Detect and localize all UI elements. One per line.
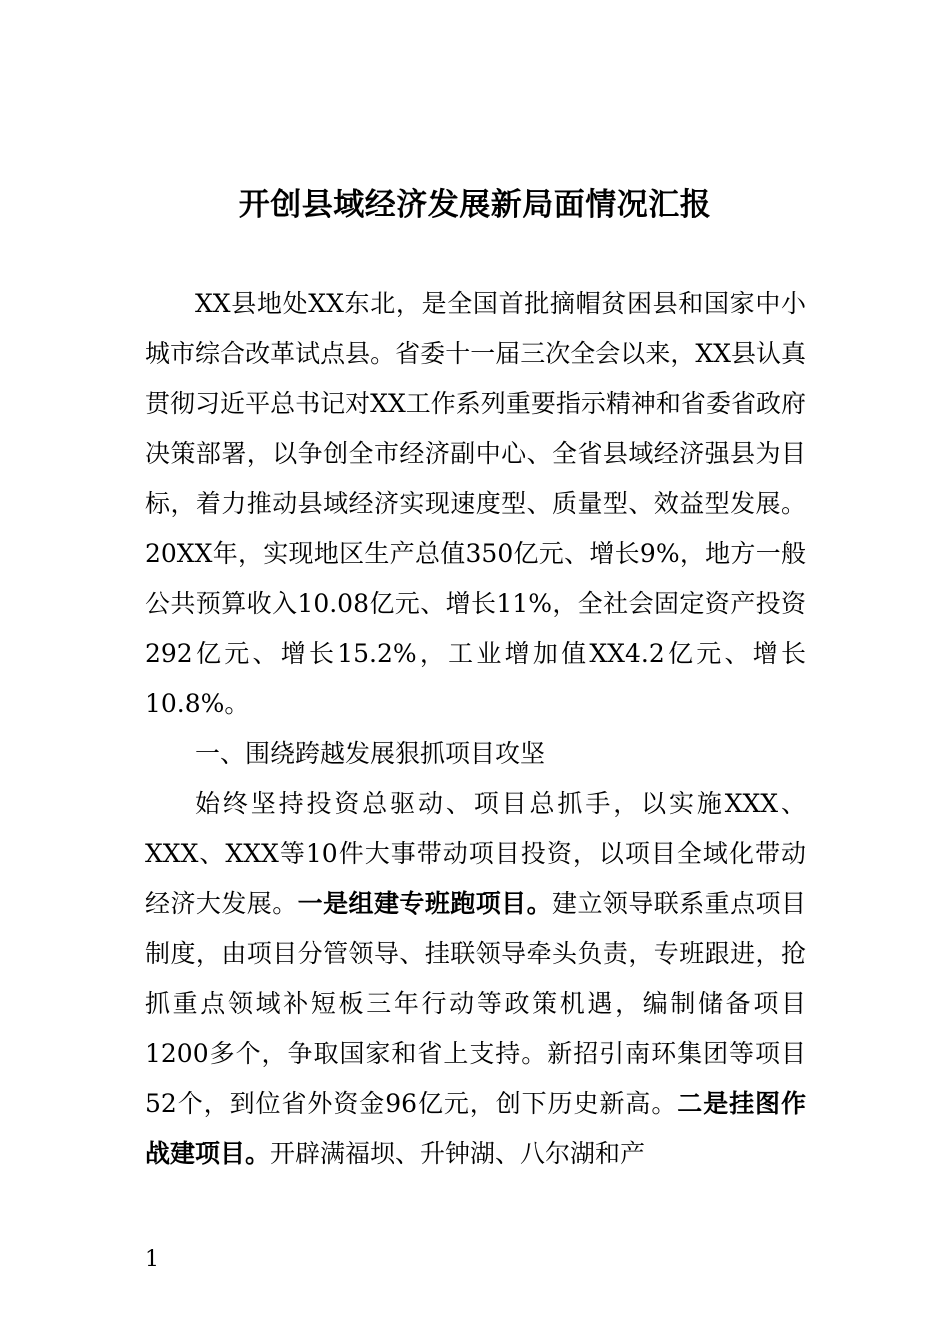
intro-paragraph: XX县地处XX东北，是全国首批摘帽贫困县和国家中小城市综合改革试点县。省委十一届三次全会以来，XX县认真贯彻习近平总书记对XX工作系列重要指示精神和省委省政府决策部署，以争创全市经济副中心、全省县域经济强县为目标，着力推动县域经济实现速度型、质量型、效益型发展。20XX年，实现地区生产总值350亿元、增长9%，地方一般公共预算收入10.08亿元、增长11%，全社会固定资产投资292亿元、增长15.2%，工业增加值XX4.2亿元、增长10.8%。: [145, 289, 806, 718]
section-text: 建立领导联系重点项目制度，由项目分管领导、挂联领导牵头负责，专班跟进，抢抓重点领域补短板三年行动等政策机遇，编制储备项目1200多个，争取国家和省上支持。新招引南环集团等项目52个，到位省外资金96亿元，创下历史新高。: [145, 889, 806, 1118]
document-body: [145, 279, 806, 1179]
section-text: 始终坚持投资总驱动、项目总抓手，以实施XXX、XXX、XXX等10件大事带动项目投资，以项目全域化带动经济大发展。: [145, 789, 806, 918]
section-text: 开辟满福坝、升钟湖、八尔湖和产: [270, 1139, 646, 1168]
bold-point-1: 一是组建专班跑项目。: [297, 889, 553, 918]
section-paragraph: [145, 779, 806, 1179]
section-heading: 一、围绕跨越发展狠抓项目攻坚: [195, 739, 546, 768]
bold-point-2: 二是挂图作战建项目。: [145, 1089, 806, 1168]
page-title: 开创县域经济发展新局面情况汇报: [238, 187, 712, 223]
page-number: 1: [145, 1247, 159, 1272]
